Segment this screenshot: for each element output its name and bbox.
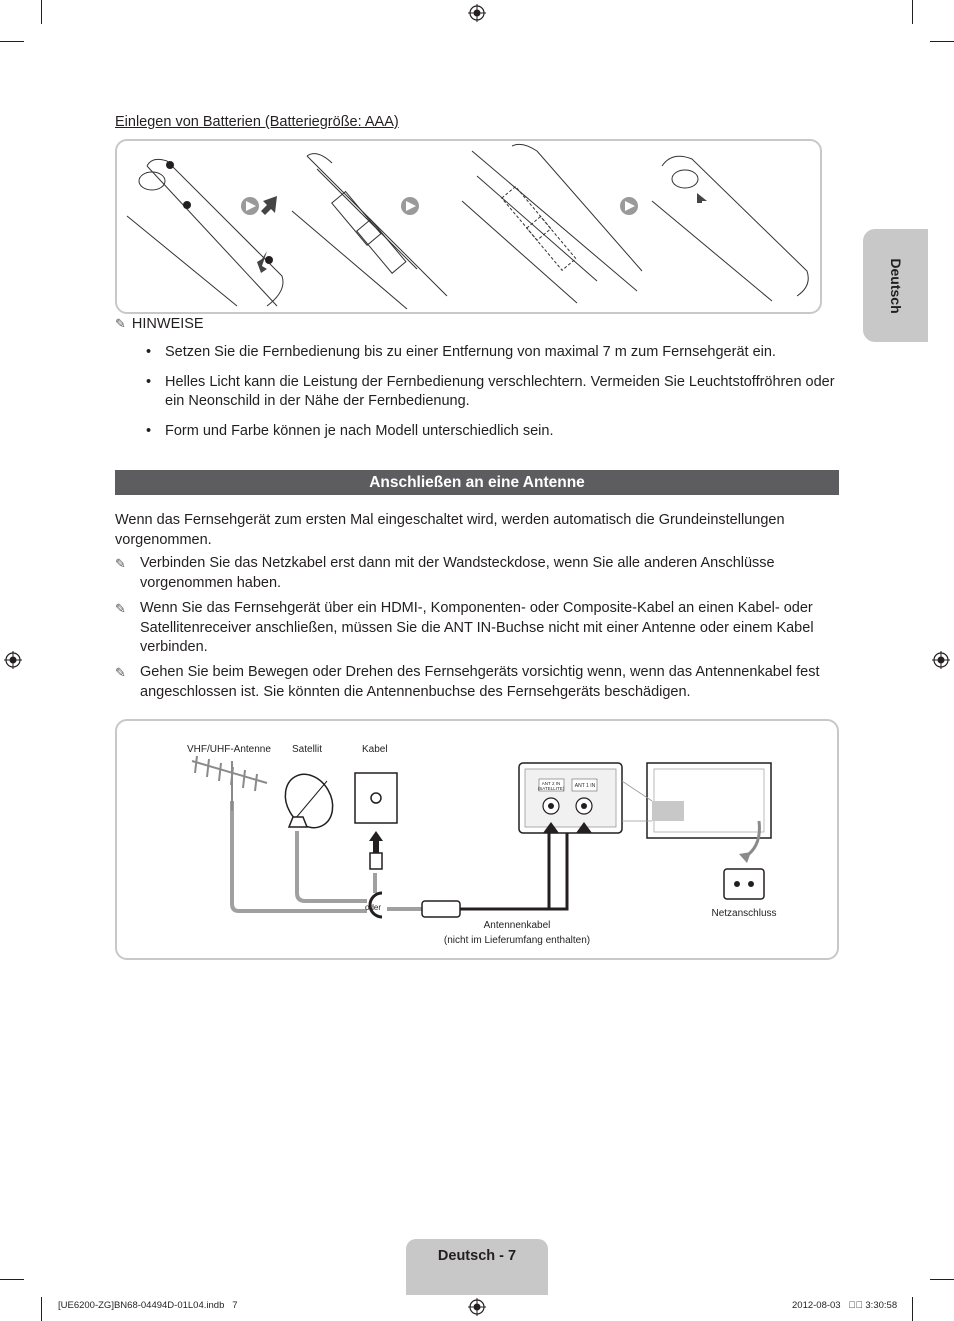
pencil-note-icon: ✎ (115, 557, 126, 572)
antenna-cable-note: (nicht im Lieferumfang enthalten) (443, 935, 591, 946)
registration-mark-icon (468, 4, 486, 22)
battery-illustration (115, 139, 822, 314)
port-label: ANT 2 IN (SATELLITE) (537, 781, 565, 791)
vhf-antenna-label: VHF/UHF-Antenne (187, 744, 271, 755)
satellite-label: Satellit (292, 744, 323, 755)
crop-mark (0, 41, 24, 42)
page-number-tab: Deutsch - 7 (406, 1239, 548, 1295)
antenna-cable-label: Antennenkabel (483, 920, 551, 931)
step-arrow-icon (241, 197, 638, 215)
registration-mark-icon (468, 1298, 486, 1316)
satellite-dish-icon (276, 766, 342, 836)
pencil-note-icon: ✎ (115, 666, 126, 681)
tv-rear-icon (622, 763, 771, 838)
cable-wall-socket-icon (355, 773, 397, 869)
notes-heading-text: HINWEISE (131, 316, 204, 332)
footer-date: 2012-08-03 ￿￿ 3:30:58 (792, 1300, 898, 1311)
pencil-note-icon: ✎ (115, 602, 126, 617)
list-item: • Form und Farbe können je nach Modell unterschiedlich sein. (146, 422, 846, 442)
antenna-section-header: Anschließen an eine Antenne (115, 470, 839, 495)
port-label: ANT 1 IN (574, 783, 596, 789)
crop-mark (912, 1297, 913, 1321)
side-tab-label: Deutsch (887, 257, 904, 314)
power-socket-label: Netzanschluss (711, 908, 777, 919)
antenna-note (115, 599, 845, 658)
language-side-tab (863, 229, 928, 342)
battery-section-title: Einlegen von Batterien (Batteriegröße: AAA) (115, 114, 399, 130)
antenna-note (115, 663, 845, 702)
registration-mark-icon (932, 651, 950, 669)
antenna-connection-diagram (115, 719, 839, 960)
cable-label: Kabel (362, 744, 388, 755)
notes-list (146, 343, 846, 451)
crop-mark (41, 0, 42, 24)
crop-mark (930, 1279, 954, 1280)
crop-mark (0, 1279, 24, 1280)
notes-heading (115, 316, 204, 332)
tv-antenna-port-panel (519, 763, 622, 833)
power-socket-icon (724, 869, 764, 899)
footer-file-info: [UE6200-ZG]BN68-04494D-01L04.indb 7 (58, 1300, 238, 1311)
list-item: • Helles Licht kann die Leistung der Fernbedienung verschlechtern. Vermeiden Sie Leuchtstoffröhren oder ein Neonschild in der Nähe der Fernbedienung. (146, 373, 846, 412)
antenna-note (115, 554, 845, 593)
list-item: • Setzen Sie die Fernbedienung bis zu einer Entfernung von maximal 7 m zum Fernsehgerät ein. (146, 343, 846, 363)
crop-mark (41, 1297, 42, 1321)
vhf-antenna-icon (192, 756, 267, 811)
or-label: oder (365, 903, 382, 912)
crop-mark (912, 0, 913, 24)
remote-battery-steps-illustration (117, 141, 820, 312)
antenna-note-text: Gehen Sie beim Bewegen oder Drehen des Fernsehgeräts vorsichtig wenn, wenn das Antennenkabel fest angeschlossen ist. Sie könnten die Antennenbuchse des Fernsehgeräts beschädigen. (140, 664, 820, 700)
antenna-note-text: Verbinden Sie das Netzkabel erst dann mit der Wandsteckdose, wenn Sie alle anderen Anschlüsse vorgenommen haben. (140, 555, 775, 591)
crop-mark (930, 41, 954, 42)
antenna-intro: Wenn das Fernsehgerät zum ersten Mal eingeschaltet wird, werden automatisch die Grundeinstellungen vorgenommen. (115, 512, 785, 548)
registration-mark-icon (4, 651, 22, 669)
pencil-note-icon: ✎ (115, 317, 126, 332)
antenna-note-text: Wenn Sie das Fernsehgerät über ein HDMI-, Komponenten- oder Composite-Kabel an einen Kabel- oder Satellitenreceiver anschließen, müssen Sie die ANT IN-Buchse nicht mit einer Antenne oder einem Kabel verbinden. (140, 600, 814, 655)
